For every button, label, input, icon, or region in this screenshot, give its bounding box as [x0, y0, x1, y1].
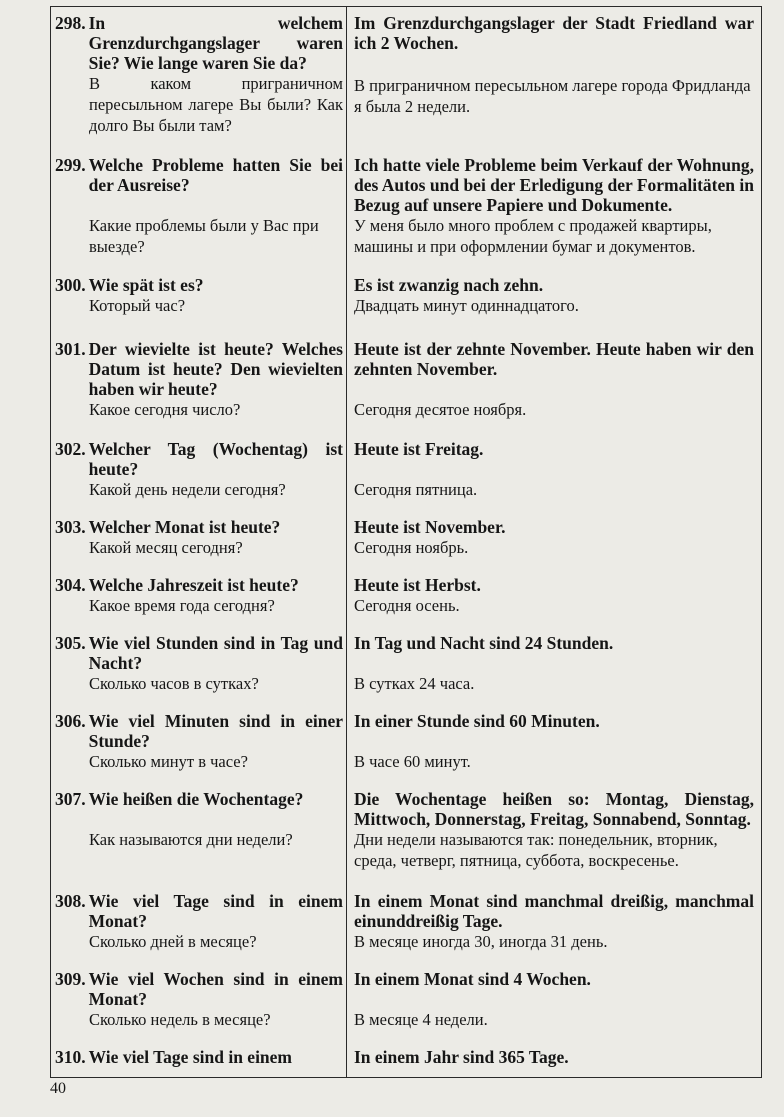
german-question — [55, 633, 343, 673]
question-cell — [55, 789, 343, 850]
russian-answer: В месяце иногда 30, иногда 31 день. — [354, 932, 608, 951]
russian-question: Какое сегодня число? — [89, 400, 241, 419]
russian-answer: Сегодня ноябрь. — [354, 538, 469, 557]
german-question-text: Welche Jahreszeit ist heute? — [88, 575, 299, 595]
german-question-text: Wie viel Minuten sind in einer Stunde? — [88, 711, 343, 751]
german-question — [55, 711, 343, 751]
question-cell — [55, 575, 343, 616]
question-cell — [55, 711, 343, 772]
russian-answer: Сегодня десятое ноября. — [354, 400, 527, 419]
russian-question: Как называются дни недели? — [89, 830, 293, 849]
german-answer: In einem Monat sind 4 Wochen. — [354, 969, 591, 989]
german-answer: In einem Monat sind manchmal dreißig, manchmal einunddreißig Tage. — [354, 891, 754, 931]
entry-number: 305. — [55, 633, 86, 653]
entry-number: 300. — [55, 275, 86, 295]
german-question — [55, 439, 343, 479]
german-question-text: Wie viel Wochen sind in einem Monat? — [88, 969, 343, 1009]
answer-cell — [354, 1047, 754, 1067]
german-question — [55, 13, 343, 73]
german-answer: Im Grenzdurchgangslager der Stadt Friedland war ich 2 Wochen. — [354, 13, 754, 53]
russian-answer: В приграничном пересыльном лагере города Фридланда я была 2 недели. — [354, 76, 751, 116]
russian-answer: В часе 60 минут. — [354, 752, 471, 771]
german-question-text: In welchem Grenzdurchgangslager waren Sie? Wie lange waren Sie da? — [88, 13, 343, 73]
entry-number: 299. — [55, 155, 86, 175]
german-question-text: Wie spät ist es? — [88, 275, 204, 295]
answer-cell — [354, 891, 754, 952]
russian-question: Который час? — [89, 296, 186, 315]
german-question-text: Wie viel Stunden sind in Tag und Nacht? — [88, 633, 343, 673]
german-answer: In einer Stunde sind 60 Minuten. — [354, 711, 600, 731]
bilingual-table — [50, 6, 762, 1078]
german-question — [55, 339, 343, 399]
column-divider — [346, 7, 347, 1077]
german-answer: Die Wochentage heißen so: Montag, Dienstag, Mittwoch, Donnerstag, Freitag, Sonnabend, Sonntag. — [354, 789, 754, 829]
german-question-text: Welcher Tag (Wochentag) ist heute? — [88, 439, 343, 479]
entry-number: 304. — [55, 575, 86, 595]
russian-question: Какой день недели сегодня? — [89, 480, 286, 499]
answer-cell — [354, 275, 754, 316]
entry-number: 310. — [55, 1047, 86, 1067]
question-cell — [55, 633, 343, 694]
russian-question: Какой месяц сегодня? — [89, 538, 243, 557]
russian-answer: В месяце 4 недели. — [354, 1010, 488, 1029]
entry-number: 302. — [55, 439, 86, 459]
entry-number: 303. — [55, 517, 86, 537]
german-answer: Heute ist November. — [354, 517, 506, 537]
russian-question: Сколько недель в месяце? — [89, 1010, 271, 1029]
russian-answer: Сегодня пятница. — [354, 480, 478, 499]
entry-number: 301. — [55, 339, 86, 359]
german-question — [55, 891, 343, 931]
question-cell — [55, 439, 343, 500]
russian-question: В каком приграничном пересыльном лагере Вы были? Как долго Вы были там? — [89, 74, 343, 135]
entry-number: 306. — [55, 711, 86, 731]
russian-answer: Двадцать минут одиннадцатого. — [354, 296, 579, 315]
german-question-text: Welcher Monat ist heute? — [88, 517, 281, 537]
question-cell — [55, 275, 343, 316]
entry-number: 308. — [55, 891, 86, 911]
german-question-text: Wie viel Tage sind in einem — [88, 1047, 293, 1067]
answer-cell — [354, 13, 754, 117]
russian-answer: В сутках 24 часа. — [354, 674, 475, 693]
german-question-text: Welche Probleme hatten Sie bei der Ausreise? — [88, 155, 343, 195]
russian-answer: Дни недели называются так: понедельник, вторник, среда, четверг, пятница, суббота, воскресенье. — [354, 830, 718, 870]
german-question — [55, 517, 343, 537]
answer-cell — [354, 155, 754, 257]
question-cell — [55, 969, 343, 1030]
german-question — [55, 155, 343, 195]
question-cell — [55, 517, 343, 558]
russian-answer: У меня было много проблем с продажей квартиры, машины и при оформлении бумаг и документов. — [354, 216, 712, 256]
entry-number: 298. — [55, 13, 86, 33]
german-answer: Es ist zwanzig nach zehn. — [354, 275, 544, 295]
german-answer: Heute ist Herbst. — [354, 575, 481, 595]
russian-answer: Сегодня осень. — [354, 596, 460, 615]
entry-number: 307. — [55, 789, 86, 809]
german-answer: Heute ist der zehnte November. Heute haben wir den zehnten November. — [354, 339, 754, 379]
german-question-text: Der wievielte ist heute? Welches Datum ist heute? Den wievielten haben wir heute? — [88, 339, 343, 399]
russian-question: Какие проблемы были у Вас при выезде? — [89, 216, 319, 256]
german-answer: In einem Jahr sind 365 Tage. — [354, 1047, 569, 1067]
german-answer: Heute ist Freitag. — [354, 439, 484, 459]
german-answer: Ich hatte viele Probleme beim Verkauf der Wohnung, des Autos und bei der Erledigung der Formalitäten in Bezug auf unsere Papiere und Dokumente. — [354, 155, 754, 215]
question-cell — [55, 891, 343, 952]
question-cell — [55, 1047, 343, 1067]
german-question — [55, 575, 343, 595]
answer-cell — [354, 711, 754, 772]
german-answer: In Tag und Nacht sind 24 Stunden. — [354, 633, 614, 653]
answer-cell — [354, 633, 754, 694]
german-question — [55, 275, 343, 295]
answer-cell — [354, 339, 754, 420]
answer-cell — [354, 969, 754, 1030]
question-cell — [55, 13, 343, 136]
german-question — [55, 789, 343, 809]
german-question-text: Wie heißen die Wochentage? — [88, 789, 304, 809]
russian-question: Сколько минут в часе? — [89, 752, 248, 771]
russian-question: Сколько дней в месяце? — [89, 932, 257, 951]
page-number: 40 — [50, 1080, 66, 1097]
question-cell — [55, 339, 343, 420]
answer-cell — [354, 439, 754, 500]
entry-number: 309. — [55, 969, 86, 989]
german-question-text: Wie viel Tage sind in einem Monat? — [88, 891, 343, 931]
question-cell — [55, 155, 343, 257]
russian-question: Какое время года сегодня? — [89, 596, 275, 615]
answer-cell — [354, 575, 754, 616]
russian-question: Сколько часов в сутках? — [89, 674, 259, 693]
answer-cell — [354, 517, 754, 558]
answer-cell — [354, 789, 754, 871]
german-question — [55, 1047, 343, 1067]
german-question — [55, 969, 343, 1009]
